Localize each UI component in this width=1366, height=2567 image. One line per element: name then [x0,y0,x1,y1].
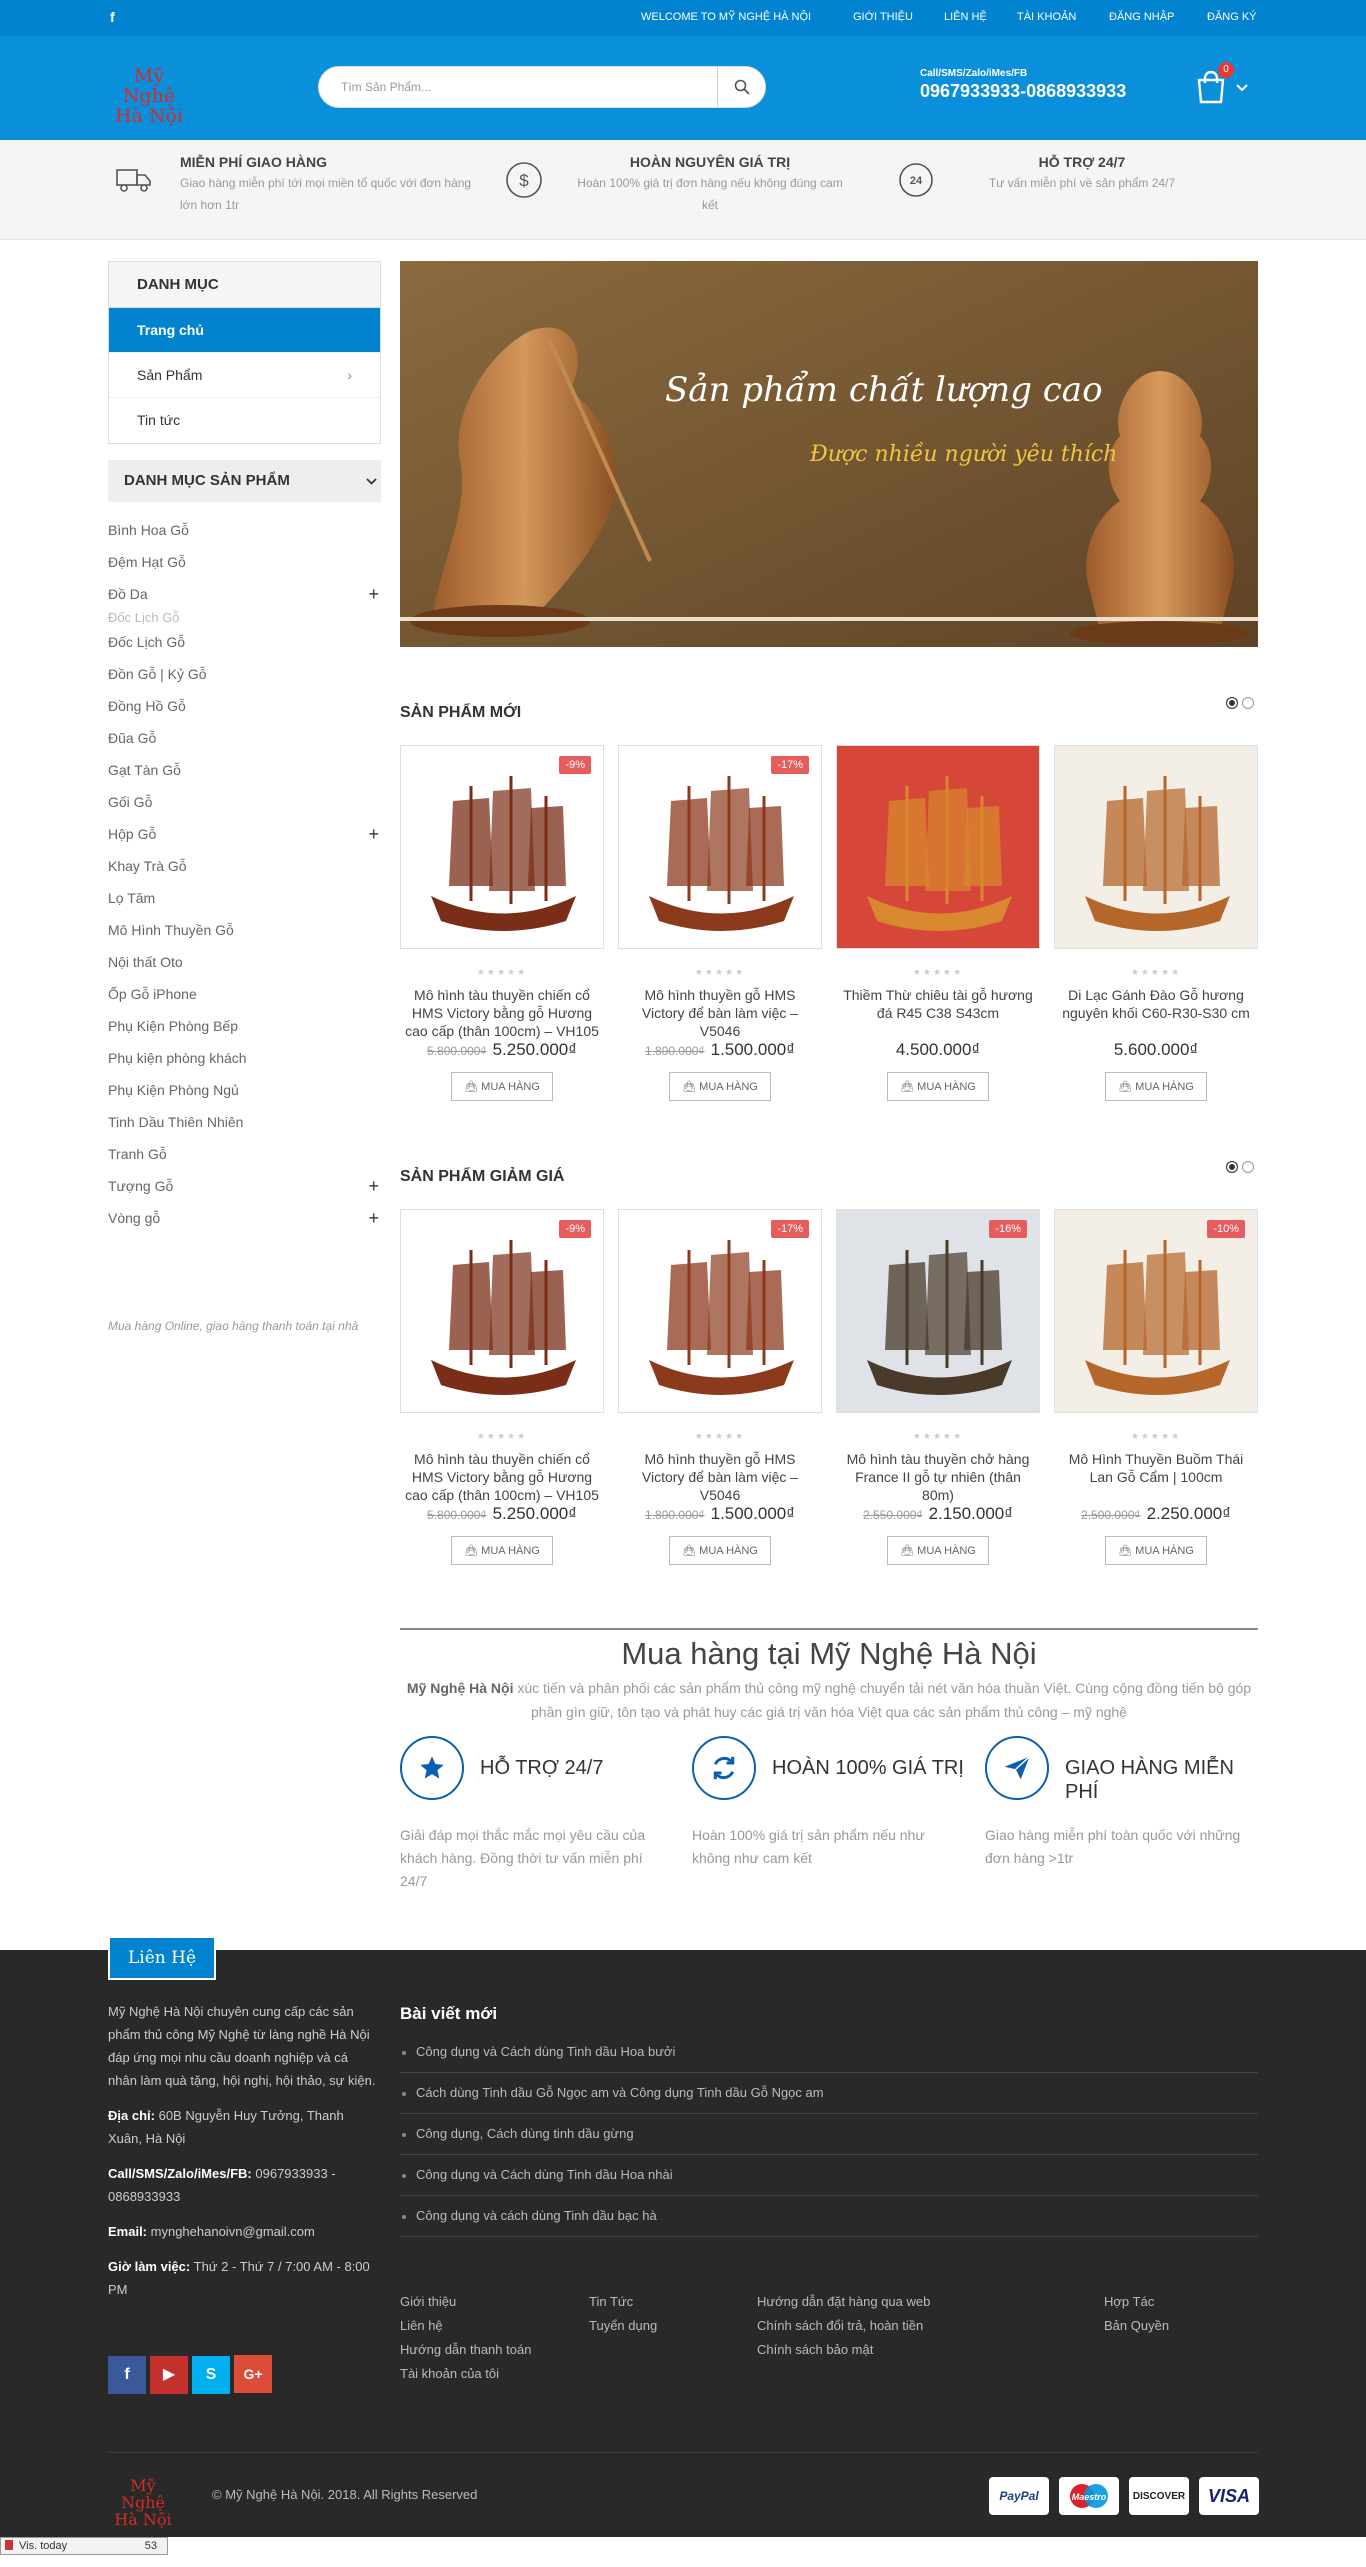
cart-count-badge: 0 [1218,62,1234,78]
buy-button[interactable]: 👜︎ MUA HÀNG [1105,1536,1207,1565]
rating-stars: ★★★★★ [476,1431,528,1441]
paypal-icon: PayPal [989,2477,1049,2515]
current-price: 5.250.000₫ [492,1504,577,1523]
category-item[interactable]: Phụ Kiện Phòng Bếp [108,1018,238,1034]
policy-free-shipping: MIỄN PHÍ GIAO HÀNG Giao hàng miễn phí tới mọi miền tổ quốc với đơn hàng lớn hơn 1tr [114,154,474,216]
category-item[interactable]: Đồ Da + [108,578,381,610]
truck-icon [114,160,154,200]
carousel-dots [1222,1160,1254,1178]
current-price: 2.150.000₫ [928,1504,1013,1523]
product-price [1054,1040,1258,1060]
current-price: 1.500.000₫ [710,1504,795,1523]
star-icon [400,1736,464,1800]
policy-refund: $ HOÀN NGUYÊN GIÁ TRỊ Hoàn 100% giá trị đơn hàng nếu không đúng cam kết [504,154,864,216]
expand-plus-icon[interactable]: + [368,1208,379,1228]
category-item[interactable]: Nội thất Oto [108,954,183,970]
discount-badge: -10% [1207,1220,1245,1238]
nav-lien-he[interactable]: LIÊN HỆ [944,11,987,23]
search-input[interactable]: Tìm Sản Phẩm... [341,80,432,94]
product-name[interactable]: Di Lạc Gánh Đào Gỗ hương nguyên khối C60-R30-S30 cm [1062,987,1250,1021]
search-box[interactable] [318,66,766,108]
buy-button[interactable]: 👜︎ MUA HÀNG [669,1072,771,1101]
category-item[interactable]: Bình Hoa Gỗ [108,522,189,538]
category-item[interactable]: Đũa Gỗ [108,730,157,746]
visitor-counter: Vis. today 53 [0,2537,168,2555]
top-bar [0,0,1366,36]
about-title: Mua hàng tại Mỹ Nghệ Hà Nội [621,1636,1037,1671]
discount-badge: -9% [559,1220,591,1238]
bag-icon: 👜︎ [1118,1081,1136,1093]
buy-button[interactable]: 👜︎ MUA HÀNG [887,1072,989,1101]
product-image[interactable] [1054,745,1258,949]
product-photo [401,1210,604,1413]
social-links [108,2355,276,2394]
product-photo [619,746,822,949]
rating-stars: ★★★★★ [694,1431,746,1441]
old-price: 2.550.000₫ [863,1508,923,1522]
product-photo [1055,1210,1258,1413]
category-item[interactable]: Tượng Gỗ + [108,1170,381,1202]
category-item[interactable]: Lọ Tăm [108,890,156,906]
product-card[interactable] [618,745,822,1101]
about-text: Mỹ Nghệ Hà Nội xúc tiến và phân phối các sản phẩm thủ công mỹ nghệ chuyển tải nét văn hóa thuần Việt. Cùng cộng đồng tiến bộ góp phần gìn giữ, tôn tạo và phát huy các giá trị văn hóa Việt qua các sản phẩm thủ công – mỹ nghệ [406,1680,1252,1720]
category-item[interactable]: Gối Gỗ [108,794,153,810]
discount-badge: -17% [771,1220,809,1238]
hero-banner[interactable] [400,261,1258,647]
menu-heading: DANH MỤC [109,262,380,308]
sale-products-title: SẢN PHẨM GIẢM GIÁ [400,1168,565,1185]
product-name[interactable]: Mô hình tàu thuyền chở hàng France II gỗ tự nhiên (thân 80m) [846,1451,1030,1503]
product-image[interactable] [618,745,822,949]
menu-item-news[interactable]: Tin tức [137,412,181,428]
email-link[interactable]: mynghehanoivn@gmail.com [150,2224,315,2239]
footer-links-col4 [1104,2290,1169,2338]
current-price: 5.250.000₫ [492,1040,577,1059]
sidebar [108,261,381,1333]
welcome-text: WELCOME TO MỸ NGHỆ HÀ NỘI [641,11,812,23]
post-link[interactable]: Công dụng và cách dùng Tinh dầu bạc hà [400,2196,1258,2237]
rating-stars: ★★★★★ [1130,1431,1182,1441]
recent-posts: Bài viết mới Công dụng và Cách dùng Tinh dầu Hoa bưởi Cách dùng Tinh dầu Gỗ Ngọc am và Công dụng Tinh dầu Gỗ Ngọc am Công dụng, Cách dùng tinh dầu gừng Công dụng và Cách dùng Tinh dầu Hoa nhài Công dụng và cách dùng Tinh dầu bạc hà [400,2004,1258,2237]
product-image[interactable] [836,1209,1040,1413]
svg-text:Maestro: Maestro [1071,2492,1107,2502]
category-item[interactable]: Đệm Hạt Gỗ [108,554,186,570]
category-item[interactable]: Đồng Hồ Gỗ [108,698,186,714]
svg-text:$: $ [519,171,529,190]
new-products-title: SẢN PHẨM MỚI [400,704,522,721]
product-name[interactable]: Mô hình thuyền gỗ HMS Victory để bàn làm việc – V5046 [641,987,799,1039]
footer-link[interactable]: Liên hệ [400,2318,443,2333]
product-name[interactable]: Thiềm Thừ chiêu tài gỗ hương đá R45 C38 S43cm [843,987,1033,1021]
category-item[interactable]: Tinh Dầu Thiên Nhiên [108,1114,244,1130]
bag-icon: 👜︎ [682,1545,700,1557]
product-photo [1055,746,1258,949]
discount-badge: -17% [771,756,809,774]
nav-gioi-thieu[interactable]: GIỚI THIỆU [853,11,913,23]
bag-icon: 👜︎ [464,1081,482,1093]
category-item[interactable]: Tranh Gỗ [108,1146,167,1162]
category-item[interactable]: Vòng gỗ + [108,1202,381,1234]
skype-icon[interactable]: S [192,2356,230,2394]
footer-links-col3 [757,2290,930,2362]
carousel-dot[interactable] [1242,697,1254,709]
product-card[interactable] [618,1209,822,1565]
rating-stars: ★★★★★ [1130,967,1182,977]
post-link[interactable]: Công dụng, Cách dùng tinh dầu gừng [400,2114,1258,2155]
current-price: 1.500.000₫ [710,1040,795,1059]
footer-link[interactable]: Giới thiệu [400,2294,457,2309]
old-price: 5.800.000₫ [427,1508,487,1522]
rating-stars: ★★★★★ [476,967,528,977]
buy-button[interactable]: 👜︎ MUA HÀNG [887,1536,989,1565]
product-image[interactable] [1054,1209,1258,1413]
buy-button[interactable]: 👜︎ MUA HÀNG [451,1072,553,1101]
footer-link[interactable]: Tin Tức [589,2294,634,2309]
category-heading[interactable]: DANH MỤC SẢN PHẨM [108,460,381,502]
current-price: 4.500.000₫ [895,1040,981,1059]
paper-plane-icon [985,1736,1049,1800]
nav-dang-nhap[interactable]: ĐĂNG NHẬP [1109,11,1175,23]
category-item[interactable]: Mô Hình Thuyền Gỗ [108,922,234,938]
sidebar-note: Mua hàng Online, giao hàng thanh toán tại nhà [108,1319,359,1333]
bag-icon: 👜︎ [900,1545,918,1557]
expand-plus-icon[interactable]: + [368,824,379,844]
chevron-down-icon [1236,84,1248,92]
buy-button[interactable]: 👜︎ MUA HÀNG [1105,1072,1207,1101]
discount-badge: -9% [559,756,591,774]
product-price [400,1040,604,1060]
product-card[interactable] [400,745,604,1101]
expand-plus-icon[interactable]: + [368,584,379,604]
refresh-icon [692,1736,756,1800]
chevron-down-icon [366,478,377,485]
expand-plus-icon[interactable]: + [368,1176,379,1196]
rating-stars: ★★★★★ [694,967,746,977]
product-card[interactable] [1054,1209,1258,1565]
product-image[interactable] [400,745,604,949]
product-photo [837,1210,1040,1413]
footer-link[interactable]: Hướng dẫn thanh toán [400,2342,532,2357]
product-name[interactable]: Mô hình tàu thuyền chiến cổ HMS Victory bằng gỗ Hương cao cấp (thân 100cm) – VH105 [405,987,599,1039]
about-section [400,1628,1258,1724]
hotline: Call/SMS/Zalo/iMes/FB 0967933933-0868933933 [920,68,1127,101]
carousel-dot[interactable] [1226,697,1238,709]
category-list [108,514,381,1234]
product-photo [619,1210,822,1413]
product-name[interactable]: Mô hình thuyền gỗ HMS Victory để bàn làm việc – V5046 [641,1451,799,1503]
footer-link[interactable]: Tuyển dụng [589,2318,658,2333]
footer-bottom [108,2452,1258,2537]
category-item[interactable]: Đồn Gỗ | Kỷ Gỗ [108,666,207,682]
category-item[interactable]: Gạt Tàn Gỗ [108,762,181,778]
chevron-right-icon: › [347,367,352,383]
old-price: 1.800.000₫ [645,1044,705,1058]
category-item[interactable]: Khay Trà Gỗ [108,858,187,874]
bag-icon: 👜︎ [682,1081,700,1093]
footer-link[interactable]: Chính sách bảo mật [757,2342,874,2357]
contact-info: Mỹ Nghệ Hà Nội chuyên cung cấp các sản phẩm thủ công Mỹ Nghệ từ làng nghề Hà Nội đáp ứng mọi nhu cầu doanh nghiệp và cá nhân làm quà tặng, hội nghị, hội thảo, sự kiện. Địa chỉ: 60B Nguyễn Huy Tưởng, Thanh Xuân, Hà Nội Call/SMS/Zalo/iMes/FB: 0967933933 - 0868933933 Email: mynghehanoivn@gmail.com Giờ làm việc: Thứ 2 - Thứ 7 / 7:00 AM - 8:00 PM [108,2004,376,2297]
policy-support: 24 HỖ TRỢ 24/7 Tư vấn miễn phí về sản phẩm 24/7 [896,154,1256,194]
banner-subline: Được nhiều người yêu thích [810,442,1118,467]
search-button[interactable] [717,67,765,107]
bag-icon: 👜︎ [464,1545,482,1557]
product-name[interactable]: Mô Hình Thuyền Buồm Thái Lan Gỗ Cẩm | 100cm [1068,1451,1244,1485]
current-price: 2.250.000₫ [1146,1504,1231,1523]
footer [0,1950,1366,2537]
svg-text:24: 24 [909,175,923,187]
footer-link[interactable]: Bản Quyền [1104,2318,1170,2333]
footer-link[interactable]: Tài khoản của tôi [400,2366,500,2381]
footer-links-col2 [589,2290,657,2338]
old-price: 5.800.000₫ [427,1044,487,1058]
menu-item-home[interactable]: Trang chủ [109,308,380,353]
product-price [400,1504,604,1524]
product-photo [401,746,604,949]
footer-link[interactable]: Hướng dẫn đặt hàng qua web [757,2294,931,2309]
discount-badge: -16% [989,1220,1027,1238]
category-item[interactable]: Đốc Lịch Gỗ [108,610,180,625]
site-logo[interactable]: Mỹ Nghệ Hà Nội [114,65,184,127]
dollar-circle-icon [504,160,544,200]
bag-icon: 👜︎ [1118,1545,1136,1557]
policy-strip [0,140,1366,240]
feature-refund: HOÀN 100% GIÁ TRỊ Hoàn 100% giá trị sản phẩm nếu như không như cam kết [692,1736,964,1870]
rating-stars: ★★★★★ [912,967,964,977]
main-menu [108,261,381,444]
post-link[interactable]: Công dụng và Cách dùng Tinh dầu Hoa nhài [400,2155,1258,2196]
copyright: © Mỹ Nghệ Hà Nội. 2018. All Rights Reserved [212,2487,478,2502]
banner-image [400,261,1258,647]
discover-icon: DISCOVER [1129,2477,1189,2515]
facebook-icon[interactable]: f [110,9,115,25]
nav-tai-khoan[interactable]: TÀI KHOẢN [1017,11,1077,23]
footer-links-col1 [400,2290,531,2386]
carousel-dots [1222,696,1254,714]
product-card[interactable] [400,1209,604,1565]
flag-icon [5,2540,13,2550]
product-card[interactable] [836,1209,1040,1565]
footer-link[interactable]: Hợp Tác [1104,2294,1155,2309]
product-price [836,1040,1040,1060]
visa-icon: VISA [1199,2477,1259,2515]
product-image[interactable] [618,1209,822,1413]
product-card[interactable] [1054,745,1258,1101]
product-price [836,1504,1040,1524]
google-plus-icon[interactable]: G+ [234,2355,272,2393]
nav-dang-ky[interactable]: ĐĂNG KÝ [1207,11,1257,23]
bag-icon: 👜︎ [900,1081,918,1093]
product-image[interactable] [400,1209,604,1413]
clock-24-icon [896,160,936,200]
category-item[interactable]: Đốc Lịch Gỗ [108,634,186,650]
old-price: 2.500.000₫ [1081,1508,1141,1522]
product-name[interactable]: Mô hình tàu thuyền chiến cổ HMS Victory bằng gỗ Hương cao cấp (thân 100cm) – VH105 [405,1451,599,1503]
search-icon [734,79,750,95]
category-item[interactable]: Phụ Kiện Phòng Ngủ [108,1082,239,1098]
contact-label: Liên Hệ [108,1936,216,1980]
product-image[interactable] [836,745,1040,949]
buy-button[interactable]: 👜︎ MUA HÀNG [451,1536,553,1565]
category-item[interactable]: Ốp Gỗ iPhone [108,986,197,1002]
post-link[interactable]: Công dụng và Cách dùng Tinh dầu Hoa bưởi [400,2032,1258,2073]
youtube-icon[interactable]: ▶ [150,2356,188,2394]
footer-link[interactable]: Chính sách đổi trả, hoàn tiền [757,2318,924,2333]
feature-support: HỖ TRỢ 24/7 Giải đáp mọi thắc mắc mọi yêu cầu của khách hàng. Đồng thời tư vấn miễn phí 24/7 [400,1736,672,1893]
product-price [618,1504,822,1524]
old-price: 1.800.000₫ [645,1508,705,1522]
feature-shipping: GIAO HÀNG MIỄN PHÍ Giao hàng miễn phí toàn quốc với những đơn hàng >1tr [985,1736,1257,1870]
facebook-icon[interactable]: f [108,2356,146,2394]
carousel-dot[interactable] [1242,1161,1254,1173]
category-item[interactable]: Phụ kiện phòng khách [108,1050,247,1066]
rating-stars: ★★★★★ [912,1431,964,1441]
header [0,36,1366,140]
buy-button[interactable]: 👜︎ MUA HÀNG [669,1536,771,1565]
product-photo [837,746,1040,949]
product-card[interactable] [836,745,1040,1101]
cart-button[interactable] [1196,66,1256,106]
category-item[interactable]: Hộp Gỗ + [108,818,381,850]
carousel-dot[interactable] [1226,1161,1238,1173]
maestro-icon [1059,2477,1119,2515]
banner-headline: Sản phẩm chất lượng cao [665,370,1103,410]
product-price [618,1040,822,1060]
hotline-number[interactable]: 0967933933-0868933933 [920,81,1127,101]
product-price [1054,1504,1258,1524]
current-price: 5.600.000₫ [1113,1040,1199,1059]
footer-logo[interactable]: Mỹ Nghệ Hà Nội [114,2476,172,2529]
menu-item-products[interactable]: Sản Phẩm › [109,353,380,398]
post-link[interactable]: Cách dùng Tinh dầu Gỗ Ngọc am và Công dụng Tinh dầu Gỗ Ngọc am [400,2073,1258,2114]
